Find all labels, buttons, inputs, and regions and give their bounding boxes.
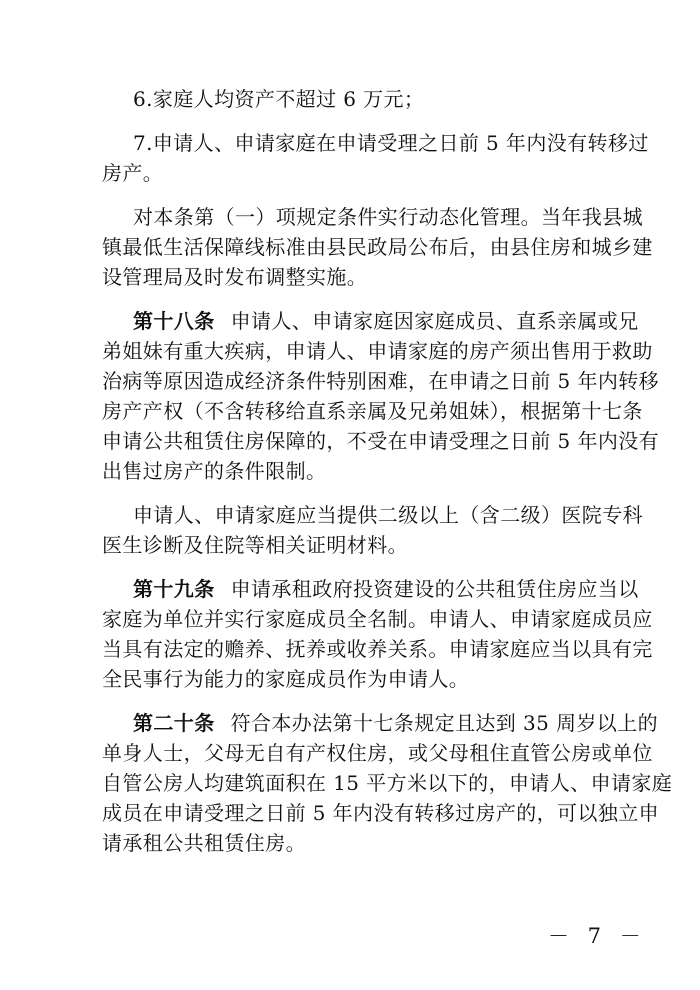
item-7 (102, 128, 649, 188)
article-19-line: 家庭为单位并实行家庭成员全名制。申请人、申请家庭成员应 (102, 607, 653, 631)
article-19-line: 全民事行为能力的家庭成员作为申请人。 (102, 667, 470, 691)
article-19 (102, 574, 653, 694)
note-line: 对本条第（一）项规定条件实行动态化管理。当年我县城 (133, 205, 643, 229)
article-18-line (102, 306, 639, 336)
article-18-line: 治病等原因造成经济条件特别困难，在申请之日前 5 年内转移 (102, 369, 660, 393)
article-20-line: 单身人士，父母无自有产权住房，或父母租住直管公房或单位 (102, 741, 653, 765)
management-note (102, 202, 653, 292)
article-20 (102, 708, 673, 858)
article-20-line (102, 708, 658, 738)
article-20-line: 请承租公共租赁住房。 (102, 831, 306, 855)
article-20-line: 自管公房人均建筑面积在 15 平方米以下的，申请人、申请家庭 (102, 771, 673, 795)
article-18-evidence (102, 500, 643, 560)
item-7-line: 房产。 (102, 161, 164, 185)
item-7-line: 7.申请人、申请家庭在申请受理之日前 5 年内没有转移过 (133, 131, 649, 155)
evidence-line: 医生诊断及住院等相关证明材料。 (102, 533, 408, 557)
article-20-line: 成员在申请受理之日前 5 年内没有转移过房产的，可以独立申 (102, 801, 660, 825)
article-20-heading: 第二十条 (133, 711, 215, 735)
article-20-text: 符合本办法第十七条规定且达到 35 周岁以上的 (230, 711, 658, 735)
note-line: 设管理局及时发布调整实施。 (102, 265, 368, 289)
evidence-line: 申请人、申请家庭应当提供二级以上（含二级）医院专科 (133, 503, 643, 527)
article-18-heading: 第十八条 (133, 309, 215, 333)
item-6: 6.家庭人均资产不超过 6 万元； (133, 87, 425, 111)
article-19-heading: 第十九条 (133, 577, 215, 601)
note-line: 镇最低生活保障线标准由县民政局公布后，由县住房和城乡建 (102, 235, 653, 259)
article-18-line: 弟姐妹有重大疾病，申请人、申请家庭的房产须出售用于救助 (102, 339, 653, 363)
article-19-line: 当具有法定的赡养、抚养或收养关系。申请家庭应当以具有完 (102, 637, 653, 661)
article-19-text: 申请承租政府投资建设的公共租赁住房应当以 (230, 577, 639, 601)
article-18-line: 申请公共租赁住房保障的，不受在申请受理之日前 5 年内没有 (102, 429, 660, 453)
article-19-line (102, 574, 639, 604)
article-18 (102, 306, 660, 486)
page-number: － 7 － (548, 924, 647, 948)
article-18-line: 出售过房产的条件限制。 (102, 459, 327, 483)
article-18-line: 房产产权（不含转移给直系亲属及兄弟姐妹），根据第十七条 (102, 399, 643, 423)
document-body (102, 84, 673, 858)
article-18-text: 申请人、申请家庭因家庭成员、直系亲属或兄 (230, 309, 639, 333)
